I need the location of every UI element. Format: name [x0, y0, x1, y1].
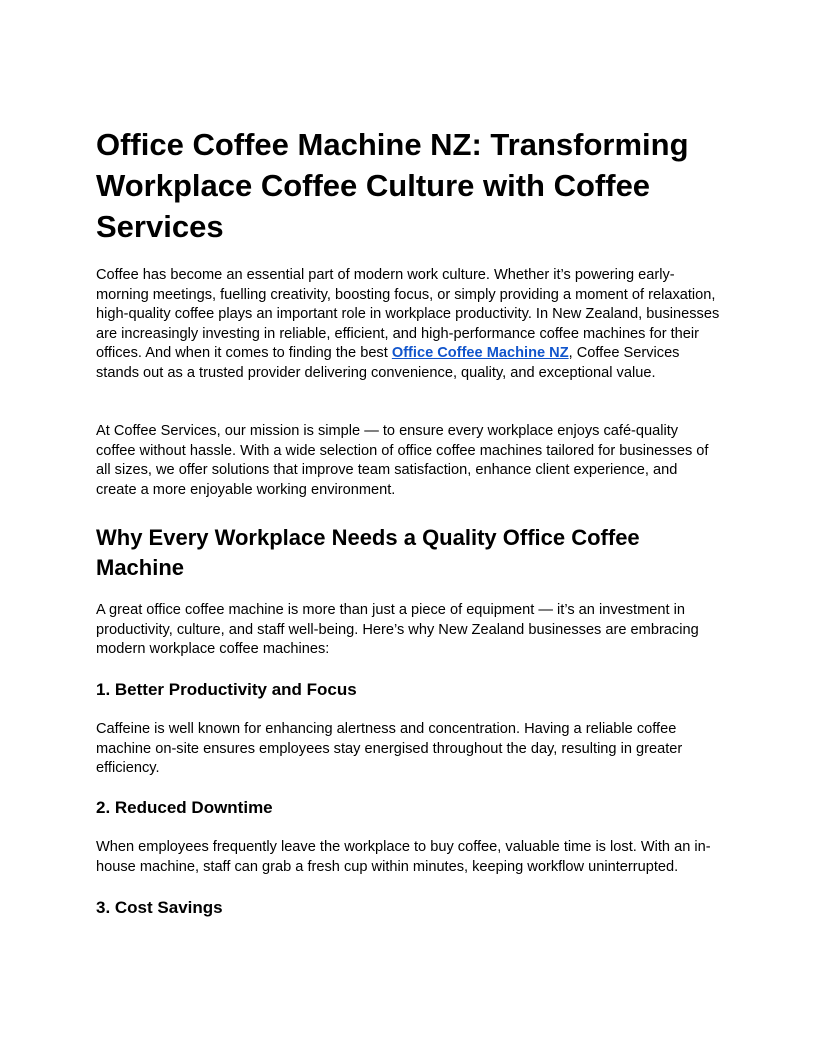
intro-text-after-link: , Coffee Services stands out as a trusted provider delivering convenience, quality, and exceptional value.	[96, 345, 680, 381]
intro-paragraph	[96, 266, 720, 383]
item-heading-productivity: 1. Better Productivity and Focus	[96, 680, 357, 699]
section-intro-paragraph: A great office coffee machine is more than just a piece of equipment — it’s an investment in productivity, culture, and staff well-being. Here’s why New Zealand businesses are embracing modern workplace coffee machines:	[96, 602, 699, 657]
item-body-downtime: When employees frequently leave the workplace to buy coffee, valuable time is lost. With an in-house machine, staff can grab a fresh cup within minutes, keeping workflow uninterrupted.	[96, 839, 711, 875]
section-heading-why-workplace: Why Every Workplace Needs a Quality Office Coffee Machine	[96, 525, 640, 580]
mission-paragraph: At Coffee Services, our mission is simple — to ensure every workplace enjoys café-quality coffee without hassle. With a wide selection of office coffee machines tailored for businesses of all sizes, we offer solutions that improve team satisfaction, enhance client experience, and create a more enjoyable working environment.	[96, 423, 709, 498]
intro-text-before-link: Coffee has become an essential part of modern work culture. Whether it’s powering early-morning meetings, fuelling creativity, boosting focus, or simply providing a moment of relaxation, high-quality coffee plays an important role in workplace productivity. In New Zealand, businesses are increasingly investing in reliable, efficient, and high-performance coffee machines for their offices. And when it comes to finding the best	[96, 267, 720, 361]
item-body-productivity: Caffeine is well known for enhancing alertness and concentration. Having a reliable coffee machine on-site ensures employees stay energised throughout the day, resulting in greater efficiency.	[96, 721, 683, 776]
office-coffee-machine-link[interactable]: Office Coffee Machine NZ	[391, 345, 569, 361]
document-title: Office Coffee Machine NZ: Transforming Workplace Coffee Culture with Coffee Services	[96, 127, 689, 244]
item-heading-downtime: 2. Reduced Downtime	[96, 798, 273, 817]
item-heading-cost-savings: 3. Cost Savings	[96, 898, 223, 917]
